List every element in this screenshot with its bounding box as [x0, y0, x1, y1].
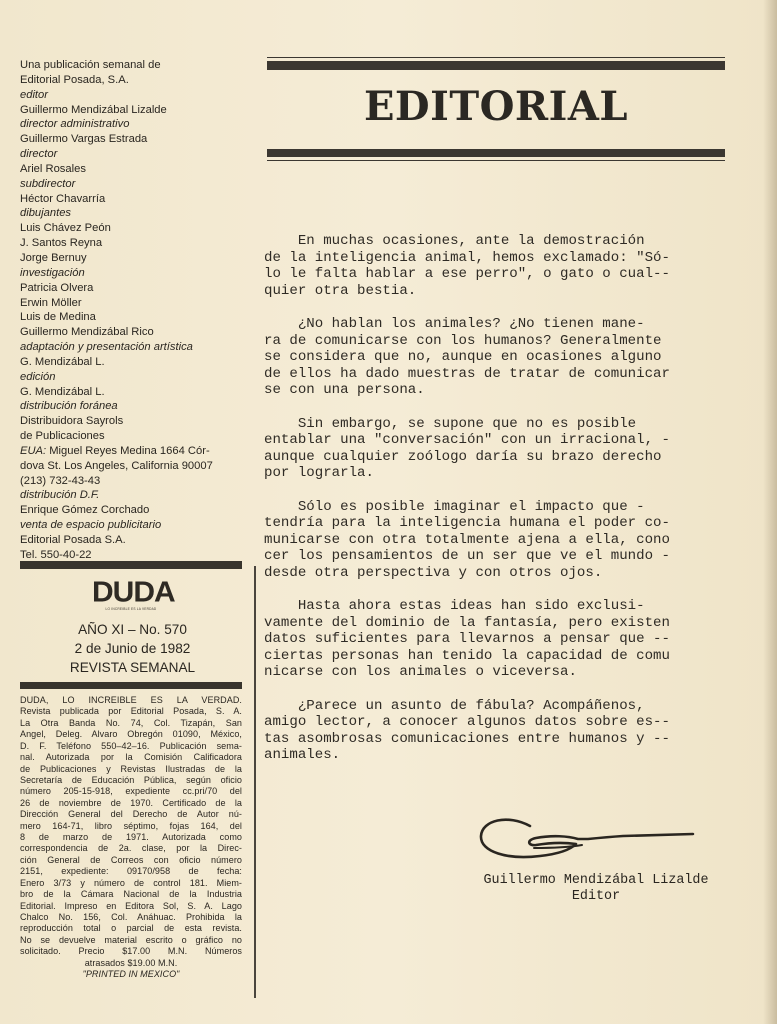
masthead-line: G. Mendizábal L.: [20, 385, 105, 398]
masthead-line: subdirector: [20, 177, 76, 190]
issue-year-number: AÑO XI – No. 570: [78, 622, 187, 637]
editorial-paragraph: [264, 316, 737, 399]
legal-price-line: atrasados $19.00 M.N.: [84, 957, 178, 968]
editorial-paragraph: [264, 416, 737, 482]
editorial-line: se considera que no, aunque en ocasiones alguno: [264, 349, 662, 365]
issue-date: 2 de Junio de 1982: [74, 641, 191, 656]
legal-line: bro de la Cámara Nacional de la Industria: [20, 889, 242, 900]
editorial-line: de ellos ha dado muestras de tratar de comunicar: [264, 365, 670, 382]
signature-role: Editor: [571, 889, 621, 904]
editorial-paragraph: [264, 233, 737, 299]
editorial-paragraph: [264, 598, 737, 681]
masthead-line: venta de espacio publicitario: [20, 519, 162, 532]
editorial-line: ¿Parece un asunto de fábula? Acompáñenos,: [264, 697, 645, 714]
editorial-line: Sin embargo, se supone que no es posible: [264, 415, 637, 432]
legal-line: reproducción total o parcial de esta revista.: [20, 923, 242, 934]
masthead-line: Guillermo Mendizábal Rico: [20, 326, 154, 339]
masthead-line: Erwin Möller: [20, 296, 82, 309]
page-edge-shadow: [763, 0, 777, 1024]
editorial-line: ¿No hablan los animales? ¿No tienen mane-: [264, 316, 645, 332]
masthead-line: Luis Chávez Peón: [20, 222, 111, 235]
handwritten-signature: [478, 812, 698, 864]
editorial-line: nicarse con los animales o viceversa.: [264, 664, 577, 680]
masthead-line: (213) 732-43-43: [20, 474, 101, 487]
editorial-line: municarse con otra totalmente ajena a ella, cono: [264, 531, 670, 548]
editorial-line: quier otra bestia.: [264, 282, 417, 299]
masthead-line: Distribuidora Sayrols: [20, 415, 124, 428]
editorial-body: [264, 233, 737, 781]
editorial-line: Hasta ahora estas ideas han sido exclusi-: [264, 598, 645, 614]
legal-line: Secretaría de Educación Pública, según oficio: [20, 774, 242, 785]
editorial-line: entablar una "conversación" con un irracional, -: [264, 432, 670, 448]
logo-tagline: LO INCREIBLE ES LA VERDAD: [105, 607, 157, 611]
editorial-line: tas asombrosas comunicaciones entre humanos y --: [264, 730, 670, 747]
masthead-line: Guillermo Vargas Estrada: [20, 133, 148, 146]
legal-line: La Otra Banda No. 74, Col. Tizapán, San: [20, 717, 242, 728]
masthead-line: dova St. Los Angeles, California 90007: [20, 459, 213, 472]
editorial-line: datos suficientes para llevarnos a pensar que --: [264, 631, 670, 647]
legal-line: mero 164-71, libro séptimo, fojas 164, del: [20, 820, 242, 831]
masthead-line: distribución D.F.: [20, 489, 100, 502]
masthead-line: Ariel Rosales: [20, 162, 86, 175]
masthead-line: J. Santos Reyna: [20, 237, 103, 250]
editorial-line: desde otra perspectiva y con otros ojos.: [264, 564, 603, 581]
masthead-line: Luis de Medina: [20, 311, 96, 324]
legal-line: Chalco No. 156, Col. Anáhuac. Prohibida la: [20, 912, 242, 923]
editorial-line: En muchas ocasiones, ante la demostración: [264, 233, 645, 249]
masthead-line: director: [20, 148, 58, 161]
masthead-line: adaptación y presentación artística: [20, 341, 193, 354]
editorial-line: aunque cualquier zoólogo daría su brazo derecho: [264, 448, 662, 465]
column-divider: [254, 566, 256, 998]
legal-line: Editorial. Impreso en Editora Sol, S. A. Lago: [20, 900, 242, 911]
legal-line: correspondencia de 2a. clase, por la Direc-: [20, 843, 242, 854]
editorial-line: tendría para la inteligencia humana el poder co-: [264, 515, 670, 531]
masthead-line: Patricia Olvera: [20, 281, 94, 294]
legal-line: Revista publicada por Editorial Posada, S. A.: [20, 706, 242, 717]
legal-line: No se devuelve material escrito o gráfico no: [20, 934, 242, 945]
issue-divider: [20, 682, 242, 689]
editorial-paragraph: [264, 499, 737, 582]
editorial-line: se con una persona.: [264, 382, 425, 398]
editorial-line: animales.: [264, 747, 341, 763]
masthead-line: de Publicaciones: [20, 430, 105, 443]
logo-mark: DUDA: [92, 576, 175, 609]
printed-in-mexico: "PRINTED IN MEXICO": [82, 969, 180, 980]
title-bar-top: [267, 61, 725, 70]
legal-line: número 205-15-918, expediente cc.pri/70 del: [20, 786, 242, 797]
editorial-line: de la inteligencia animal, hemos exclamado: "Só-: [264, 249, 670, 266]
title-bar-bottom: [267, 149, 725, 157]
masthead-line: Editorial Posada S.A.: [20, 534, 126, 546]
legal-notice: [20, 695, 242, 981]
editorial-line: Sólo es posible imaginar el impacto que -: [264, 498, 645, 515]
masthead-line: investigación: [20, 266, 85, 279]
masthead-divider: [20, 561, 242, 569]
legal-line: nal. Autorizada por la Comisión Calificadora: [20, 752, 242, 763]
masthead-line: editor: [20, 88, 48, 101]
legal-line: 26 de noviembre de 1970. Certificado de la: [20, 797, 242, 808]
editorial-line: amigo lector, a conocer algunos datos sobre es--: [264, 714, 670, 730]
legal-line: solicitado. Precio $17.00 M.N. Números: [20, 946, 242, 957]
masthead-line: Editorial Posada, S.A.: [20, 73, 129, 86]
legal-line: Dirección General del Derecho de Autor nú-: [20, 809, 242, 820]
masthead-line: dibujantes: [20, 207, 72, 220]
editorial-line: cer los pensamientos de un ser que ve el mundo -: [264, 548, 670, 564]
legal-line: de Publicaciones y Revistas Ilustradas de la: [20, 763, 242, 774]
masthead-line: Héctor Chavarría: [20, 192, 106, 205]
masthead-line: distribución foránea: [20, 400, 118, 413]
legal-line: Angel, Deleg. Alvaro Obregón 01090, México,: [20, 729, 242, 740]
editorial-paragraph: [264, 698, 737, 764]
duda-logo: [92, 576, 175, 614]
masthead-credits: [20, 58, 245, 563]
editorial-line: ciertas personas han tenido la capacidad de comu: [264, 647, 670, 664]
masthead-line: EUA: Miguel Reyes Medina 1664 Cór-: [20, 444, 210, 457]
masthead-line: Enrique Gómez Corchado: [20, 504, 150, 517]
legal-line: 8 de marzo de 1971. Autorizada como: [20, 832, 242, 843]
masthead-line: Jorge Bernuy: [20, 251, 87, 264]
masthead-line: edición: [20, 370, 56, 383]
signature-name: Guillermo Mendizábal Lizalde: [483, 873, 709, 888]
masthead-line: Tel. 550-40-22: [20, 548, 92, 561]
legal-line: 2151, expediente: 09170/958 de fecha:: [20, 866, 242, 877]
issue-info: [20, 620, 245, 677]
editorial-line: ra de comunicarse con los humanos? Generalmente: [264, 332, 662, 349]
legal-line: ción General de Correos con oficio número: [20, 854, 242, 865]
editorial-line: por lograrla.: [264, 465, 374, 481]
masthead-line: G. Mendizábal L.: [20, 355, 105, 368]
issue-type: REVISTA SEMANAL: [69, 660, 196, 675]
masthead-line: Guillermo Mendizábal Lizalde: [20, 103, 167, 116]
legal-line: Enero 3/73 y número de control 181. Miem-: [20, 877, 242, 888]
editorial-line: vamente del dominio de la fantasía, pero existen: [264, 614, 670, 631]
editorial-title: EDITORIAL: [363, 83, 629, 130]
legal-line: D. F. Teléfono 550–42–16. Publicación sema-: [20, 740, 242, 751]
masthead-line: director administrativo: [20, 118, 130, 131]
masthead-line: Una publicación semanal de: [20, 59, 161, 71]
legal-line: DUDA, LO INCREIBLE ES LA VERDAD.: [20, 695, 242, 705]
editorial-line: lo le falta hablar a ese perro", o gato o cual--: [264, 266, 670, 282]
